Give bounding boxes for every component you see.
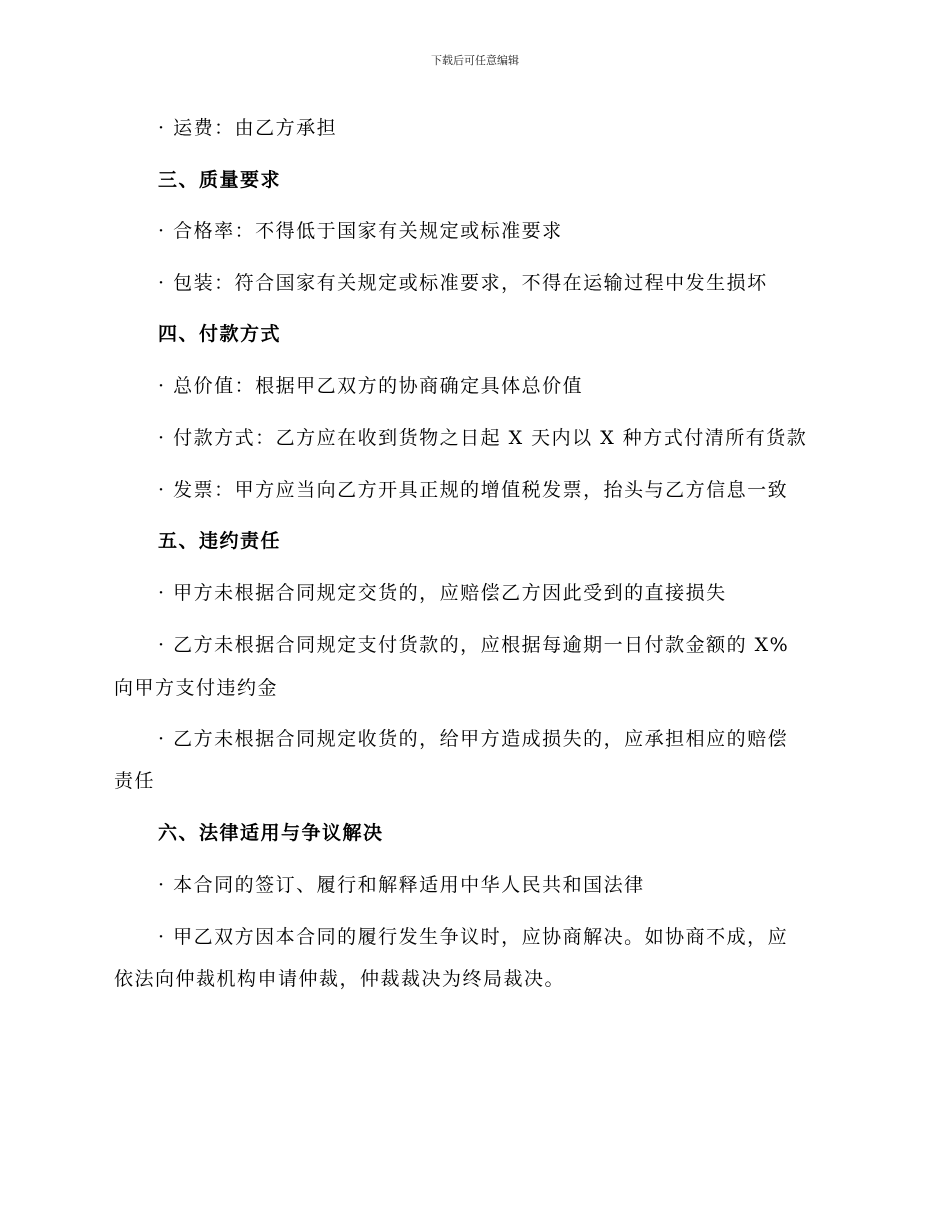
clause-party-a-delivery: · 甲方未根据合同规定交货的，应赔偿乙方因此受到的直接损失 [158,582,727,604]
clause-invoice: · 发票：甲方应当向乙方开具正规的增值税发票，抬头与乙方信息一致 [158,479,789,501]
clause-governing-law: · 本合同的签订、履行和解释适用中华人民共和国法律 [158,874,645,896]
clause-pass-rate: · 合格率：不得低于国家有关规定或标准要求 [158,220,563,242]
clause-dispute-cont: 依法向仲裁机构申请仲裁，仲裁裁决为终局裁决。 [114,968,566,990]
clause-dispute: · 甲乙双方因本合同的履行发生争议时，应协商解决。如协商不成，应 [158,926,789,948]
section-heading-liability: 五、违约责任 [158,530,282,552]
clause-payment-method: · 付款方式：乙方应在收到货物之日起 X 天内以 X 种方式付清所有货款 [158,427,808,449]
clause-party-b-receipt: · 乙方未根据合同规定收货的，给甲方造成损失的，应承担相应的赔偿 [158,728,789,750]
clause-party-b-payment: · 乙方未根据合同规定支付货款的，应根据每逾期一日付款金额的 X% [158,634,790,656]
clause-total-value: · 总价值：根据甲乙双方的协商确定具体总价值 [158,375,584,397]
clause-party-b-receipt-cont: 责任 [114,770,156,792]
clause-party-b-payment-cont: 向甲方支付违约金 [114,677,279,699]
section-heading-payment: 四、付款方式 [158,323,282,345]
clause-shipping-cost: · 运费：由乙方承担 [158,117,338,139]
section-heading-law: 六、法律适用与争议解决 [158,822,384,844]
page-header: 下载后可任意编辑 [431,54,519,67]
section-heading-quality: 三、质量要求 [158,169,282,191]
clause-packaging: · 包装：符合国家有关规定或标准要求，不得在运输过程中发生损坏 [158,272,768,294]
